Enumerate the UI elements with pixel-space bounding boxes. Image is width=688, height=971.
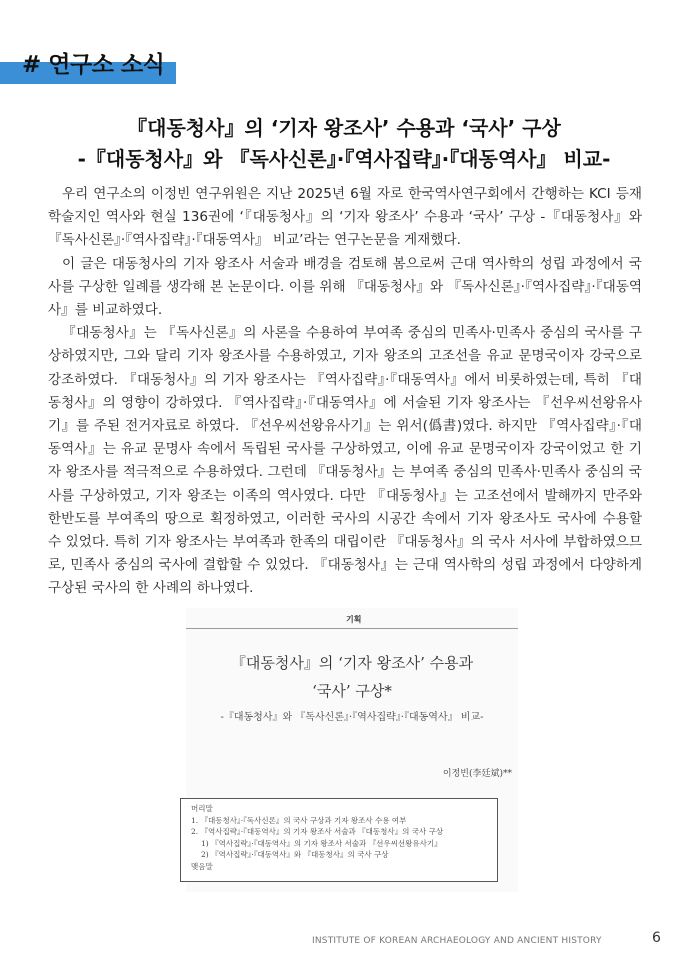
paper-subtitle: -『대동청사』와 『독사신론』·『역사집략』·『대동역사』 비교- [220, 712, 484, 723]
paper-first-page-image [186, 608, 518, 892]
body-paragraph: 이 글은 대동청사의 기자 왕조사 서술과 배경을 검토해 봄으로써 근대 역사학의 성립 과정에서 국사를 구상한 일례를 생각해 본 논문이다. 이를 위해 『대동청사』와 『독사신론』·『역사집략』·『대동역사』를 비교하였다. [48, 255, 642, 319]
paper-rule [186, 628, 518, 629]
article-subtitle: -『대동청사』와 『독사신론』·『역사집략』·『대동역사』 비교- [77, 147, 611, 171]
toc-item: 맺음말 [191, 861, 213, 871]
section-tag-label: # 연구소 소식 [22, 52, 165, 78]
paper-title-line1: 『대동청사』의 ‘기자 왕조사’ 수용과 [230, 654, 474, 672]
section-tag [0, 46, 176, 84]
toc-item: 2. 『역사집략』·『대동역사』의 기자 왕조사 서술과 『대동청사』의 국사 구상 [191, 827, 444, 837]
paper-kicker: 기획 [346, 615, 362, 624]
page-number: 6 [652, 930, 661, 946]
paper-title-line2: ‘국사’ 구상* [312, 682, 392, 700]
toc-item: 1. 『대동청사』·『독사신론』의 국사 구상과 기자 왕조사 수용 여부 [191, 815, 407, 825]
body-paragraph: 우리 연구소의 이정빈 연구위원은 지난 2025년 6월 자로 한국역사연구회에서 간행하는 KCI 등재학술지인 역사와 현실 136권에 ‘『대동청사』의 ‘기자 왕조사’ 수용과 ‘국사’ 구상 -『대동청사』와 『독사신론』·『역사집략』·『대동역사』 비교’라는 연구논문을 게재했다. [48, 186, 642, 249]
paper-table-of-contents [180, 798, 498, 882]
toc-item: 2) 『역사집략』·『대동역사』와 『대동청사』의 국사 구상 [201, 850, 389, 860]
toc-item: 1) 『역사집략』·『대동역사』의 기자 왕조사 서술과 『선우씨선왕유사기』 [201, 838, 442, 848]
article-title: 『대동청사』의 ‘기자 왕조사’ 수용과 ‘국사’ 구상 [127, 116, 561, 140]
page-footer: INSTITUTE OF KOREAN ARCHAEOLOGY AND ANCIENT HISTORY [312, 936, 602, 946]
article-body [48, 183, 642, 601]
paper-author: 이정빈(李廷斌)** [442, 769, 512, 779]
toc-item: 머리말 [191, 804, 213, 813]
body-paragraph: 『대동청사』는 『독사신론』의 사론을 수용하여 부여족 중심의 민족사·민족사 중심의 국사를 구상하였지만, 그와 달리 기자 왕조사를 수용하였고, 기자 왕조의 고조선을 유교 문명국이자 강국으로 강조하였다. 『대동청사』의 기자 왕조사는 『역사집략』·『대동역사』에서 비롯하였는데, 특히 『대동청사』의 영향이 강하였다. 『역사집략』·『대동역사』에 서술된 기자 왕조사는 『선우씨선왕유사기』를 주된 전거자료로 하였다. 『선우씨선왕유사기』는 위서(僞書)였다. 하지만 『역사집략』·『대동역사』는 유교 문명사 속에서 독립된 국사를 구상하였고, 이에 유교 문명국이자 강국이었고 한 기자 왕조사를 적극적으로 수용하였다. 그런데 『대동청사』는 부여족 중심의 민족사·민족사 중심의 국사를 구상하였고, 기자 왕조는 이족의 역사였다. 다만 『대동청사』는 고조선에서 발해까지 만주와 한반도를 부여족의 땅으로 획정하였고, 이러한 국사의 시공간 속에서 기자 왕조사도 국사에 수용할 수 있었다. 특히 기자 왕조사는 부여족과 한족의 대립이란 『대동청사』의 국사 서사에 부합하였으므로, 민족사 중심의 국사에 결합할 수 있었다. 『대동청사』는 근대 역사학의 성립 과정에서 다양하게 구상된 국사의 한 사례의 하나였다. [48, 325, 642, 597]
